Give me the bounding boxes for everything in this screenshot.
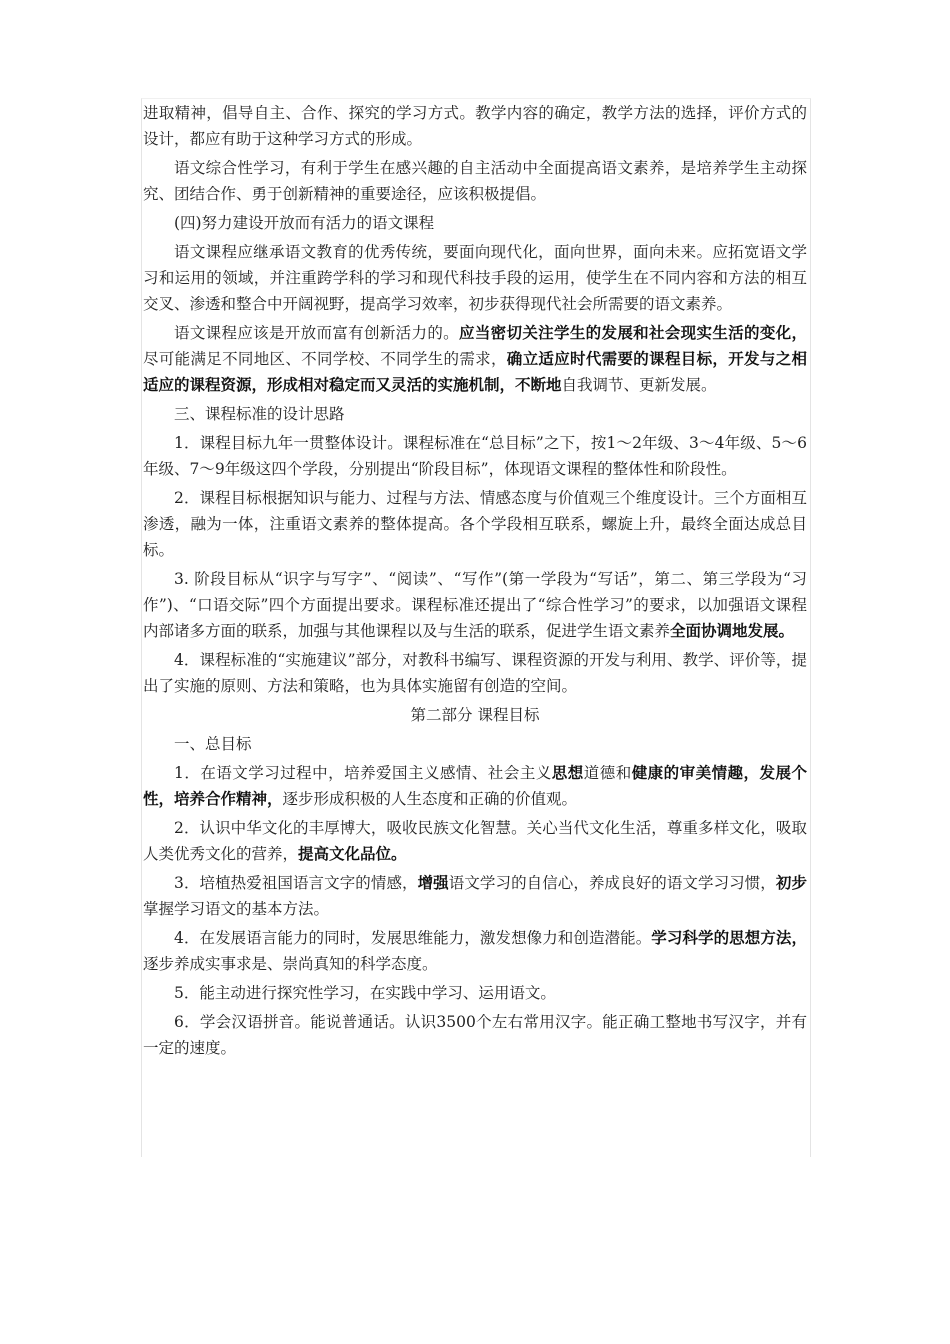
paragraph xyxy=(143,320,807,398)
document-body xyxy=(143,100,807,1064)
paragraph xyxy=(143,870,807,922)
bold-text: 初步 xyxy=(775,873,807,892)
text-run: 1．在语文学习过程中，培养爱国主义感情、社会主义 xyxy=(174,764,552,782)
text-run: 逐步养成实事求是、崇尚真知的科学态度。 xyxy=(143,955,438,973)
paragraph xyxy=(143,566,807,644)
text-run: 3. 阶段目标从“识字与写字”、“阅读”、“写作”(第一学段为“写话”，第二、第三学段为“习作”)、“口语交际”四个方面提出要求。课程标准还提出了“综合性学习”的要求，以加强语文课程内部诸多方面的联系，加强与其他课程以及与生活的联系，促进学生语文素养 xyxy=(143,570,807,640)
paragraph xyxy=(143,430,807,482)
text-run: 第二部分 课程目标 xyxy=(410,706,540,724)
text-run: 自我调节、更新发展。 xyxy=(561,376,717,394)
text-run: 语文综合性学习，有利于学生在感兴趣的自主活动中全面提高语文素养，是培养学生主动探究、团结合作、勇于创新精神的重要途径，应该积极提倡。 xyxy=(143,159,807,203)
text-run: 5．能主动进行探究性学习，在实践中学习、运用语文。 xyxy=(174,984,556,1002)
paragraph xyxy=(143,239,807,317)
bold-text: 思想 xyxy=(551,763,584,782)
bold-text: 学习科学的思想方法， xyxy=(651,928,807,947)
text-run: 6．学会汉语拼音。能说普通话。认识3500个左右常用汉字。能正确工整地书写汉字，并有一定的速度。 xyxy=(143,1013,807,1057)
text-run: 尽可能满足不同地区、不同学校、不同学生的需求， xyxy=(143,350,507,368)
text-run: 4．在发展语言能力的同时，发展思维能力，激发想像力和创造潜能。 xyxy=(174,929,652,947)
bold-text: 应当密切关注学生的发展和社会现实生活的变化， xyxy=(459,323,807,342)
paragraph xyxy=(143,731,807,757)
paragraph xyxy=(143,155,807,207)
section-heading xyxy=(143,702,807,728)
text-run: 语文课程应继承语文教育的优秀传统，要面向现代化，面向世界，面向未来。应拓宽语文学习和运用的领域，并注重跨学科的学习和现代科技手段的运用，使学生在不同内容和方法的相互交叉、渗透和整合中开阔视野，提高学习效率，初步获得现代社会所需要的语文素养。 xyxy=(143,243,807,313)
text-run: 4．课程标准的“实施建议”部分，对教科书编写、课程资源的开发与利用、教学、评价等，提出了实施的原则、方法和策略，也为具体实施留有创造的空间。 xyxy=(143,651,807,695)
bold-text: 健康的审美情趣，发展个性，培养合作精神， xyxy=(143,763,807,808)
text-run: 逐步形成积极的人生态度和正确的价值观。 xyxy=(282,790,578,808)
text-run: 三、课程标准的设计思路 xyxy=(174,405,345,423)
text-run: 进取精神，倡导自主、合作、探究的学习方式。教学内容的确定，教学方法的选择，评价方式的设计，都应有助于这种学习方式的形成。 xyxy=(143,104,807,148)
text-run: 1．课程目标九年一贯整体设计。课程标准在“总目标”之下，按1～2年级、3～4年级、5～6年级、7～9年级这四个学段，分别提出“阶段目标”，体现语文课程的整体性和阶段性。 xyxy=(143,434,807,478)
text-run: 掌握学习语文的基本方法。 xyxy=(143,900,330,918)
text-run: 一、总目标 xyxy=(174,735,252,753)
bold-text: 增强 xyxy=(417,873,449,892)
paragraph xyxy=(143,980,807,1006)
text-run: 2．课程目标根据知识与能力、过程与方法、情感态度与价值观三个维度设计。三个方面相互渗透，融为一体，注重语文素养的整体提高。各个学段相互联系，螺旋上升，最终全面达成总目标。 xyxy=(143,489,807,559)
text-run: (四)努力建设开放而有活力的语文课程 xyxy=(174,214,435,232)
text-run: 道德和 xyxy=(583,764,632,782)
paragraph xyxy=(143,760,807,812)
paragraph xyxy=(143,925,807,977)
text-run: 3．培植热爱祖国语言文字的情感， xyxy=(174,874,418,892)
text-run: 语文课程应该是开放而富有创新活力的。 xyxy=(174,324,459,342)
bold-text: 全面协调地发展。 xyxy=(670,621,795,640)
bold-text: 确立适应时代需要的课程目标，开发与之相适应的课程资源，形成相对稳定而又灵活的实施机制，不断地 xyxy=(143,349,807,394)
paragraph xyxy=(143,210,807,236)
paragraph xyxy=(143,401,807,427)
paragraph xyxy=(143,485,807,563)
paragraph xyxy=(143,647,807,699)
paragraph xyxy=(143,1009,807,1061)
paragraph xyxy=(143,815,807,867)
paragraph xyxy=(143,100,807,152)
text-run: 2．认识中华文化的丰厚博大，吸收民族文化智慧。关心当代文化生活，尊重多样文化，吸取人类优秀文化的营养， xyxy=(143,819,807,863)
text-run: 语文学习的自信心，养成良好的语文学习习惯， xyxy=(448,874,776,892)
bold-text: 提高文化品位。 xyxy=(298,844,407,863)
